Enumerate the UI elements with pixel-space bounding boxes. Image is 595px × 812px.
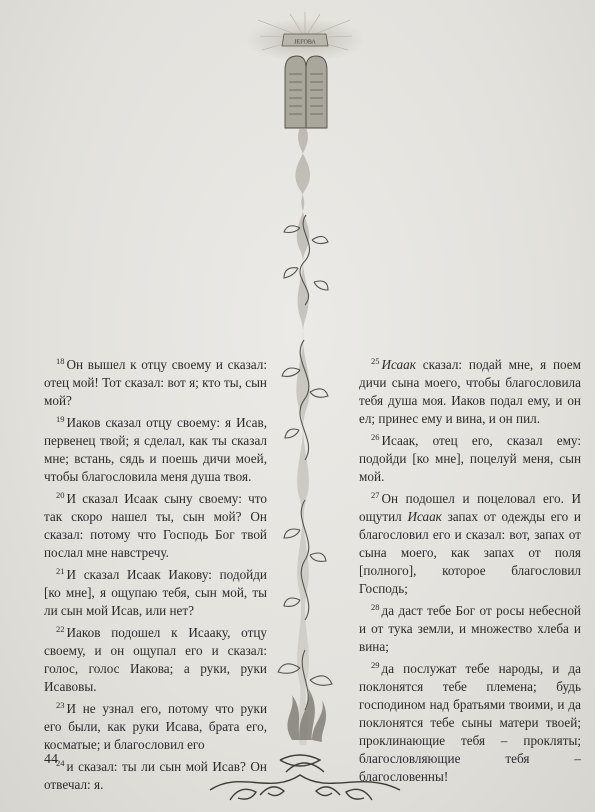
verse-text: Иаков сказал отцу своему: я Исав, первенец твой; я сделал, как ты сказал мне; встань, сядь и поешь дичи моей, чтобы благословила меня душа твоя. (44, 415, 267, 484)
verse-26 (359, 428, 581, 486)
verse-24 (44, 754, 267, 794)
verse-text: да послужат тебе народы, и да поклонятся тебе племена; будь господином над братьями твоими, и да поклонятся тебе сыны матери твоей; проклинающие тебя – прокляты; благословляющие тебя – благословенны! (359, 661, 581, 784)
verse-number: 26 (371, 432, 380, 442)
verse-text-cont: запах от одежды его и благословил его и сказал: вот, запах от сына моего, как запах от поля [полного], которое благословил Господь; (359, 509, 581, 596)
verse-text: И сказал Исаак Иакову: подойди [ко мне], я ощупаю тебя, сын мой, ты ли сын мой Исав, или нет? (44, 567, 267, 618)
verse-number: 21 (56, 566, 65, 576)
verse-22 (44, 620, 267, 696)
verse-text: сказал: подай мне, я поем дичи сына моего, чтобы благословила тебя душа моя. Иаков подал ему, и он ел; принес ему и вина, и он пил. (359, 357, 581, 426)
verse-text: и сказал: ты ли сын мой Исав? Он отвечал: я. (44, 759, 267, 792)
verse-number: 28 (371, 602, 380, 612)
italic-name: Исаак (407, 509, 442, 524)
smoke-column (295, 128, 310, 745)
verse-number: 19 (56, 414, 65, 424)
verse-28 (359, 598, 581, 656)
law-tablets-icon (285, 56, 327, 128)
tablet-heading: ЈЕГОВА (294, 39, 316, 46)
italic-name: Исаак (381, 357, 416, 372)
verse-number: 23 (56, 700, 65, 710)
verse-text: Он подошел и поцеловал его. И ощутил (359, 491, 581, 524)
tablet-banner (282, 34, 328, 46)
verse-21 (44, 562, 267, 620)
verse-text: И сказал Исаак сыну своему: что так скоро нашел ты, сын мой? Он сказал: потому что Господь Бог твой послал мне навстречу. (44, 491, 267, 560)
verse-text: Исаак, отец его, сказал ему: подойди [ко мне], поцелуй меня, сын мой. (359, 433, 581, 484)
verse-text: И не узнал его, потому что руки его были, как руки Исава, брата его, косматые; и благословил его (44, 701, 267, 752)
verse-19 (44, 410, 267, 486)
verse-29 (359, 656, 581, 786)
page-number: 44 (44, 752, 58, 767)
verse-number: 18 (56, 356, 65, 366)
verse-number: 22 (56, 624, 65, 634)
flame-ornament (287, 688, 326, 742)
left-text-column (44, 352, 267, 794)
verse-text: Иаков подошел к Исааку, отцу своему, и он ощупал его и сказал: голос, голос Иакова; а руки, руки Исавовы. (44, 625, 267, 694)
verse-number: 25 (371, 356, 380, 366)
verse-number: 20 (56, 490, 65, 500)
verse-text: Он вышел к отцу своему и сказал: отец мой! Тот сказал: вот я; кто ты, сын мой? (44, 357, 267, 408)
verse-number: 24 (56, 758, 65, 768)
verse-27 (359, 486, 581, 598)
verse-text: да даст тебе Бог от росы небесной и от тука земли, и множество хлеба и вина; (359, 603, 581, 654)
right-text-column (359, 352, 581, 786)
verse-20 (44, 486, 267, 562)
verse-number: 27 (371, 490, 380, 500)
verse-23 (44, 696, 267, 754)
verse-25 (359, 352, 581, 428)
verse-number: 29 (371, 660, 380, 670)
verse-18 (44, 352, 267, 410)
